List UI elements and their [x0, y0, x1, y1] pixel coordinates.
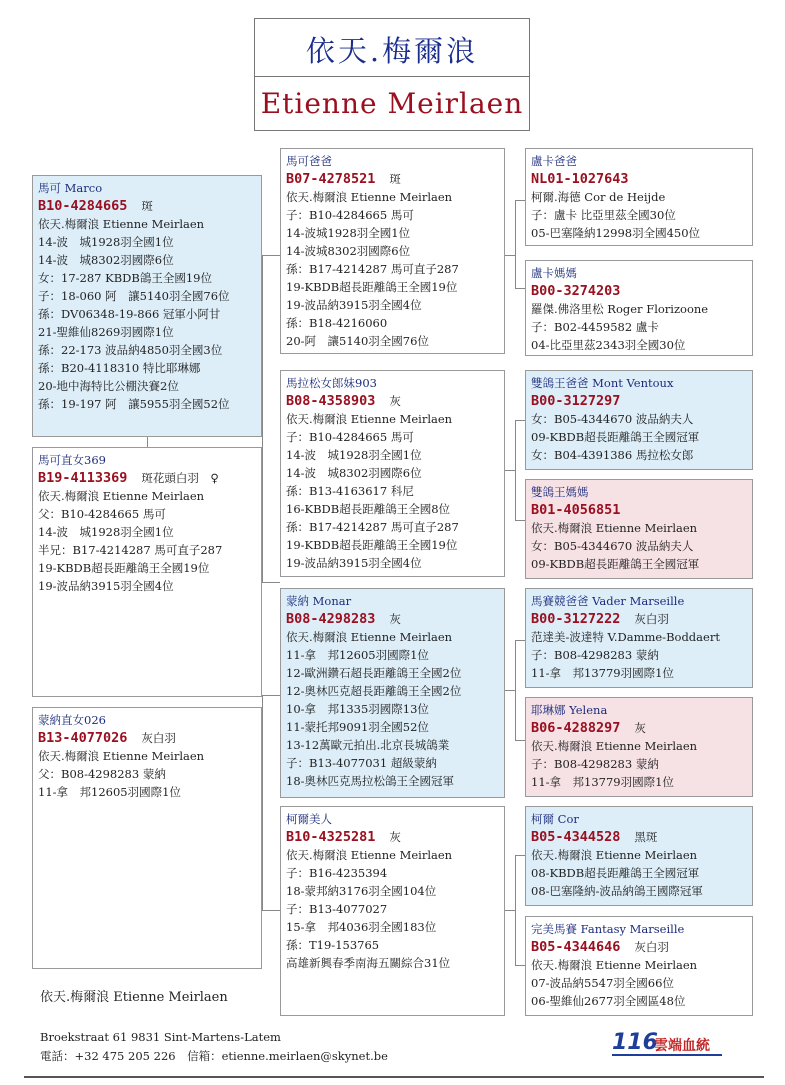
info-line: 08-巴塞隆納-波品納鴿王國際冠軍 — [531, 884, 703, 898]
connector — [505, 910, 515, 911]
connector — [262, 695, 263, 910]
pigeon-color: 灰白羽 — [141, 731, 176, 745]
connector — [505, 255, 515, 256]
info-line: 半兄：B17-4214287 馬可直子287 — [38, 543, 223, 557]
info-line: 19-KBDB超長距離鴿王全國19位 — [286, 538, 458, 552]
info-line: 孫：DV06348-19-866 冠軍小阿甘 — [38, 307, 221, 321]
connector — [515, 740, 525, 741]
pigeon-card-dam-dam — [525, 479, 753, 579]
info-line: 女：17-287 KBDB鴿王全國19位 — [38, 271, 212, 285]
pigeon-name: 蒙納直女026 — [38, 713, 106, 727]
info-line: 依天.梅爾浪 Etienne Meirlaen — [531, 848, 698, 862]
pigeon-info — [38, 487, 261, 595]
info-line: 19-波品納3915羽全國4位 — [38, 579, 174, 593]
info-line: 子：B10-4284665 馬可 — [286, 430, 414, 444]
info-line: 孫：B17-4214287 馬可直子287 — [286, 520, 459, 534]
connector — [262, 910, 280, 911]
info-line: 父：B10-4284665 馬可 — [38, 507, 166, 521]
info-line: 11-蒙托邦9091羽全國52位 — [286, 720, 429, 734]
info-line: 女：B05-4344670 波品納夫人 — [531, 539, 694, 553]
pigeon-name: 馬賽競爸爸 Vader Marseille — [531, 594, 685, 608]
info-line: 15-拿 邦4036羽全國183位 — [286, 920, 437, 934]
connector — [262, 582, 280, 583]
pigeon-color: 黑斑 — [634, 830, 658, 844]
pigeon-info — [531, 737, 752, 791]
pigeon-name: 完美馬賽 Fantasy Marseille — [531, 922, 685, 936]
info-line: 依天.梅爾浪 Etienne Meirlaen — [531, 958, 698, 972]
breeder-name-english: Etienne Meirlaen — [260, 87, 524, 120]
info-line: 子：B08-4298283 蒙納 — [531, 757, 659, 771]
connector — [515, 855, 516, 965]
pigeon-info — [286, 410, 504, 572]
pigeon-info — [286, 846, 504, 972]
pigeon-name: 柯爾 Cor — [531, 812, 579, 826]
breeder-contact: 電話：+32 475 205 226 信箱：etienne.meirlaen@skynet.be — [40, 1049, 388, 1063]
ring-number: B13-4077026 — [38, 730, 128, 746]
info-line: 孫：19-197 阿 讓5955羽全國52位 — [38, 397, 230, 411]
info-line: 依天.梅爾浪 Etienne Meirlaen — [286, 190, 453, 204]
info-line: 16-KBDB超長距離鴿王全國8位 — [286, 502, 451, 516]
connector — [515, 420, 516, 520]
info-line: 14-波 城1928羽全國1位 — [38, 525, 174, 539]
pigeon-info — [531, 410, 752, 464]
pigeon-card-monar-dam — [280, 806, 505, 1016]
info-line: 11-拿 邦12605羽國際1位 — [286, 648, 429, 662]
pigeon-card-sire-sire — [525, 148, 753, 246]
info-line: 子：B02-4459582 盧卡 — [531, 320, 659, 334]
pigeon-info — [531, 519, 752, 573]
info-line: 14-波城8302羽國際6位 — [286, 244, 411, 258]
info-line: 高雄新興春季南海五關綜合31位 — [286, 956, 451, 970]
pigeon-info — [531, 300, 752, 354]
ring-number: B05-4344646 — [531, 939, 621, 955]
pigeon-name: 雙鴿王爸爸 Mont Ventoux — [531, 376, 674, 390]
pigeon-color: 灰 — [389, 394, 401, 408]
pigeon-card-dam-sire — [525, 370, 753, 470]
pigeon-card-marco — [32, 175, 262, 437]
info-line: 子：B13-4077027 — [286, 902, 388, 916]
info-line: 20-阿 讓5140羽全國76位 — [286, 334, 429, 348]
connector — [515, 640, 516, 740]
info-line: 子：盧卡 比亞里茲全國30位 — [531, 208, 676, 222]
ring-number: NL01-1027643 — [531, 171, 629, 187]
info-line: 依天.梅爾浪 Etienne Meirlaen — [531, 521, 698, 535]
title-divider — [255, 76, 529, 77]
info-line: 12-奧林匹克超長距離鴿王全國2位 — [286, 684, 462, 698]
pigeon-info — [531, 846, 752, 900]
pigeon-name: 馬拉松女郎妹903 — [286, 376, 377, 390]
info-line: 08-KBDB超長距離鴿王全國冠軍 — [531, 866, 700, 880]
pigeon-info — [531, 188, 752, 242]
pigeon-color: 斑 — [141, 199, 153, 213]
breeder-footer-name: 依天.梅爾浪 Etienne Meirlaen — [40, 990, 228, 1005]
info-line: 依天.梅爾浪 Etienne Meirlaen — [286, 630, 453, 644]
connector — [515, 640, 525, 641]
info-line: 羅傑.佛洛里松 Roger Florizoone — [531, 302, 709, 316]
info-line: 11-拿 邦13779羽國際1位 — [531, 666, 674, 680]
info-line: 柯爾.海德 Cor de Heijde — [531, 190, 666, 204]
ring-number: B08-4358903 — [286, 393, 376, 409]
pigeon-card-monar-sire — [525, 588, 753, 688]
pigeon-color: 灰 — [634, 721, 646, 735]
pigeon-card-sire-dam — [525, 260, 753, 356]
pigeon-card-monar — [280, 588, 505, 798]
info-line: 19-波品納3915羽全國4位 — [286, 556, 422, 570]
info-line: 依天.梅爾浪 Etienne Meirlaen — [286, 412, 453, 426]
info-line: 14-波 城1928羽全國1位 — [38, 235, 174, 249]
pigeon-color: 斑花頭白羽 ♀ — [141, 471, 219, 485]
info-line: 14-波城1928羽全國1位 — [286, 226, 411, 240]
info-line: 21-聖維仙8269羽國際1位 — [38, 325, 174, 339]
info-line: 范達美-波達特 V.Damme-Boddaert — [531, 630, 720, 644]
pigeon-name: 馬可 Marco — [38, 181, 103, 195]
logo-number: 116 — [612, 1030, 658, 1055]
info-line: 子：B16-4235394 — [286, 866, 388, 880]
ring-number: B00-3274203 — [531, 283, 621, 299]
info-line: 依天.梅爾浪 Etienne Meirlaen — [38, 489, 205, 503]
connector — [515, 288, 525, 289]
connector — [515, 200, 516, 288]
pigeon-card-fantasy-marseille — [525, 916, 753, 1016]
info-line: 20-地中海特比公棚決賽2位 — [38, 379, 179, 393]
info-line: 孫：B20-4118310 特比耶琳娜 — [38, 361, 201, 375]
pigeon-name: 柯爾美人 — [286, 812, 332, 826]
ring-number: B05-4344528 — [531, 829, 621, 845]
info-line: 06-聖維仙2677羽全國區48位 — [531, 994, 686, 1008]
info-line: 孫：B13-4163617 科尼 — [286, 484, 414, 498]
connector — [262, 255, 263, 582]
ring-number: B08-4298283 — [286, 611, 376, 627]
connector — [515, 200, 525, 201]
ring-number: B19-4113369 — [38, 470, 128, 486]
info-line: 11-拿 邦12605羽國際1位 — [38, 785, 181, 799]
info-line: 孫：B18-4216060 — [286, 316, 388, 330]
info-line: 12-歐洲鑽石超長距離鴿王全國2位 — [286, 666, 462, 680]
info-line: 18-奧林匹克馬拉松鴿王全國冠軍 — [286, 774, 455, 788]
info-line: 子：B08-4298283 蒙納 — [531, 648, 659, 662]
pigeon-card-monar-dam-yelena — [525, 697, 753, 797]
pigeon-name: 馬可爸爸 — [286, 154, 332, 168]
connector — [505, 690, 515, 691]
pigeon-color: 灰白羽 — [634, 940, 669, 954]
pigeon-card-sire — [280, 148, 505, 354]
pigeon-name: 耶琳娜 Yelena — [531, 703, 608, 717]
info-line: 19-KBDB超長距離鴿王全國19位 — [286, 280, 458, 294]
pigeon-info — [286, 188, 504, 350]
info-line: 依天.梅爾浪 Etienne Meirlaen — [38, 749, 205, 763]
info-line: 女：B04-4391386 馬拉松女郎 — [531, 448, 694, 462]
pigeon-card-cor — [525, 806, 753, 906]
info-line: 14-波 城1928羽全國1位 — [286, 448, 422, 462]
logo-text: 雲端血統 — [654, 1038, 710, 1054]
title-box — [254, 18, 530, 131]
connector — [515, 965, 525, 966]
pigeon-name: 馬可直女369 — [38, 453, 106, 467]
pigeon-name: 盧卡爸爸 — [531, 154, 577, 168]
info-line: 子：B10-4284665 馬可 — [286, 208, 414, 222]
connector — [147, 437, 148, 447]
pigeon-info — [38, 747, 261, 801]
info-line: 19-KBDB超長距離鴿王全國19位 — [38, 561, 210, 575]
info-line: 19-波品納3915羽全國4位 — [286, 298, 422, 312]
breeder-name-chinese: 依天.梅爾浪 — [305, 34, 479, 68]
info-line: 依天.梅爾浪 Etienne Meirlaen — [38, 217, 205, 231]
pigeon-card-mate-369 — [32, 447, 262, 697]
ring-number: B07-4278521 — [286, 171, 376, 187]
logo-underline — [612, 1054, 722, 1056]
ring-number: B00-3127297 — [531, 393, 621, 409]
info-line: 09-KBDB超長距離鴿王全國冠軍 — [531, 430, 700, 444]
info-line: 孫：B17-4214287 馬可直子287 — [286, 262, 459, 276]
ring-number: B06-4288297 — [531, 720, 621, 736]
pigeon-name: 盧卡媽媽 — [531, 266, 577, 280]
pigeon-info — [286, 628, 504, 790]
pigeon-name: 雙鴿王媽媽 — [531, 485, 589, 499]
pigeon-info — [38, 215, 261, 413]
info-line: 18-蒙邦納3176羽全國104位 — [286, 884, 437, 898]
pigeon-color: 灰 — [389, 612, 401, 626]
info-line: 14-波 城8302羽國際6位 — [286, 466, 422, 480]
info-line: 05-巴塞隆納12998羽全國450位 — [531, 226, 701, 240]
info-line: 依天.梅爾浪 Etienne Meirlaen — [531, 739, 698, 753]
pigeon-info — [531, 628, 752, 682]
info-line: 11-拿 邦13779羽國際1位 — [531, 775, 674, 789]
ring-number: B10-4284665 — [38, 198, 128, 214]
ring-number: B00-3127222 — [531, 611, 621, 627]
connector — [515, 520, 525, 521]
pigeon-name: 蒙納 Monar — [286, 594, 352, 608]
pigeon-card-dam — [280, 370, 505, 577]
pigeon-color: 斑 — [389, 172, 401, 186]
info-line: 父：B08-4298283 蒙納 — [38, 767, 166, 781]
pigeon-color: 灰 — [389, 830, 401, 844]
ring-number: B10-4325281 — [286, 829, 376, 845]
breeder-address: Broekstraat 61 9831 Sint-Martens-Latem — [40, 1030, 281, 1044]
ring-number: B01-4056851 — [531, 502, 621, 518]
info-line: 14-波 城8302羽國際6位 — [38, 253, 174, 267]
info-line: 13-12萬歐元拍出.北京長城鴿業 — [286, 738, 450, 752]
info-line: 依天.梅爾浪 Etienne Meirlaen — [286, 848, 453, 862]
brand-logo — [612, 1030, 722, 1056]
info-line: 子：B13-4077031 超級蒙納 — [286, 756, 437, 770]
connector — [262, 695, 280, 696]
bottom-rule — [24, 1076, 764, 1078]
connector — [505, 470, 515, 471]
pigeon-card-mate-026 — [32, 707, 262, 969]
info-line: 孫：T19-153765 — [286, 938, 380, 952]
connector — [515, 420, 525, 421]
pigeon-color: 灰白羽 — [634, 612, 669, 626]
connector — [262, 255, 280, 256]
info-line: 07-波品納5547羽全國66位 — [531, 976, 674, 990]
pigeon-info — [531, 956, 752, 1010]
info-line: 女：B05-4344670 波品納夫人 — [531, 412, 694, 426]
info-line: 09-KBDB超長距離鴿王全國冠軍 — [531, 557, 700, 571]
connector — [515, 855, 525, 856]
info-line: 10-拿 邦1335羽國際13位 — [286, 702, 429, 716]
info-line: 孫：22-173 波品納4850羽全國3位 — [38, 343, 223, 357]
info-line: 子：18-060 阿 讓5140羽全國76位 — [38, 289, 230, 303]
info-line: 04-比亞里茲2343羽全國30位 — [531, 338, 686, 352]
